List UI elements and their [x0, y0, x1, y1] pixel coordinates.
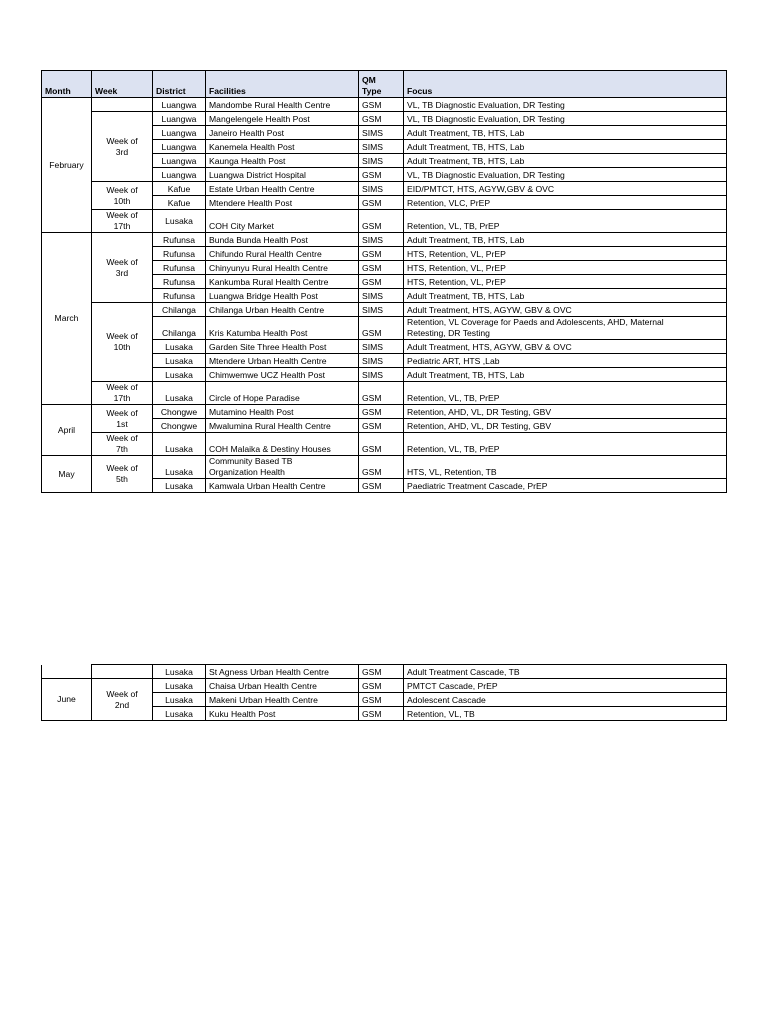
qm-type-cell: SIMS: [359, 182, 404, 196]
facility-cell: Estate Urban Health Centre: [206, 182, 359, 196]
focus-cell: Adult Treatment, HTS, AGYW, GBV & OVC: [404, 340, 727, 354]
focus-cell: [404, 317, 727, 340]
week-line1: Week of: [106, 433, 138, 443]
schedule-table-continued: [41, 664, 727, 721]
month-cell: May: [42, 456, 92, 493]
focus-cell: Adult Treatment, TB, HTS, Lab: [404, 154, 727, 168]
header-qm-type: [359, 71, 404, 98]
week-cell: [92, 382, 153, 405]
district-cell: Lusaka: [153, 354, 206, 368]
qm-type-cell: SIMS: [359, 233, 404, 247]
facility-cell: Kaunga Health Post: [206, 154, 359, 168]
district-cell: Rufunsa: [153, 289, 206, 303]
focus-cell: Paediatric Treatment Cascade, PrEP: [404, 479, 727, 493]
facility-cell: Makeni Urban Health Centre: [206, 693, 359, 707]
month-cell: April: [42, 405, 92, 456]
month-cell: [42, 665, 92, 679]
focus-cell: Retention, VLC, PrEP: [404, 196, 727, 210]
qm-type-cell: GSM: [359, 382, 404, 405]
table-row: [42, 112, 727, 126]
header-month: Month: [42, 71, 92, 98]
qm-type-cell: SIMS: [359, 340, 404, 354]
table-row: [42, 456, 727, 479]
qm-type-cell: SIMS: [359, 154, 404, 168]
focus-cell: VL, TB Diagnostic Evaluation, DR Testing: [404, 98, 727, 112]
focus-cell: HTS, Retention, VL, PrEP: [404, 247, 727, 261]
district-cell: Lusaka: [153, 479, 206, 493]
district-cell: Lusaka: [153, 382, 206, 405]
week-line1: Week of: [106, 407, 138, 418]
week-cell: [92, 456, 153, 493]
qm-type-cell: GSM: [359, 419, 404, 433]
focus-cell: Adult Treatment, TB, HTS, Lab: [404, 126, 727, 140]
facility-cell: Janeiro Health Post: [206, 126, 359, 140]
district-cell: Lusaka: [153, 679, 206, 693]
facility-cell: Garden Site Three Health Post: [206, 340, 359, 354]
week-line2: 10th: [113, 195, 131, 206]
qm-type-cell: GSM: [359, 210, 404, 233]
district-cell: Chongwe: [153, 405, 206, 419]
facility-line1: Community Based TB: [209, 456, 293, 466]
qm-type-cell: GSM: [359, 98, 404, 112]
district-cell: Lusaka: [153, 340, 206, 354]
header-row: [42, 71, 727, 98]
district-cell: Luangwa: [153, 140, 206, 154]
facility-cell: Circle of Hope Paradise: [206, 382, 359, 405]
district-cell: Lusaka: [153, 210, 206, 233]
facility-cell: Mtendere Urban Health Centre: [206, 354, 359, 368]
focus-cell: Adult Treatment, TB, HTS, Lab: [404, 140, 727, 154]
qm-type-cell: SIMS: [359, 126, 404, 140]
district-cell: Lusaka: [153, 433, 206, 456]
qm-type-cell: GSM: [359, 433, 404, 456]
facility-cell: Kamwala Urban Health Centre: [206, 479, 359, 493]
qm-type-cell: SIMS: [359, 303, 404, 317]
district-cell: Luangwa: [153, 98, 206, 112]
facility-cell: Chinyunyu Rural Health Centre: [206, 261, 359, 275]
qm-type-cell: GSM: [359, 275, 404, 289]
qm-type-cell: GSM: [359, 693, 404, 707]
table-row: [42, 405, 727, 419]
focus-cell: Retention, VL, TB, PrEP: [404, 210, 727, 233]
month-cell: June: [42, 679, 92, 721]
facility-cell: Kuku Health Post: [206, 707, 359, 721]
facility-cell: Kanemela Health Post: [206, 140, 359, 154]
focus-line1: Retention, VL Coverage for Paeds and Adolescents, AHD, Maternal: [407, 317, 664, 327]
week-cell: [92, 679, 153, 721]
facility-cell: COH City Market: [206, 210, 359, 233]
week-line1: Week of: [106, 331, 138, 341]
district-cell: Lusaka: [153, 456, 206, 479]
header-qm-line2: Type: [362, 86, 382, 96]
facility-cell: Mwalumina Rural Health Centre: [206, 419, 359, 433]
qm-type-cell: GSM: [359, 317, 404, 340]
facility-cell: COH Malaika & Destiny Houses: [206, 433, 359, 456]
week-cell: [92, 433, 153, 456]
focus-cell: Pediatric ART, HTS ,Lab: [404, 354, 727, 368]
week-line2: 1st: [116, 418, 128, 429]
week-cell: [92, 405, 153, 433]
table-row: [42, 679, 727, 693]
header-qm-line1: QM: [362, 75, 376, 85]
qm-type-cell: GSM: [359, 261, 404, 275]
district-cell: Lusaka: [153, 368, 206, 382]
week-line2: 2nd: [114, 699, 130, 710]
district-cell: Rufunsa: [153, 233, 206, 247]
header-week: Week: [92, 71, 153, 98]
facility-cell: Mandombe Rural Health Centre: [206, 98, 359, 112]
week-cell: [92, 98, 153, 112]
table-row: [42, 433, 727, 456]
week-line1: Week of: [106, 688, 138, 699]
focus-cell: HTS, Retention, VL, PrEP: [404, 261, 727, 275]
week-line1: Week of: [106, 382, 138, 392]
week-line1: Week of: [106, 184, 138, 195]
qm-type-cell: GSM: [359, 168, 404, 182]
focus-cell: Retention, VL, TB: [404, 707, 727, 721]
district-cell: Lusaka: [153, 665, 206, 679]
focus-cell: VL, TB Diagnostic Evaluation, DR Testing: [404, 112, 727, 126]
focus-cell: Retention, VL, TB, PrEP: [404, 382, 727, 405]
week-line2: 17th: [113, 221, 131, 231]
district-cell: Luangwa: [153, 168, 206, 182]
table-row: [42, 382, 727, 405]
week-line2: 3rd: [115, 267, 129, 278]
facility-cell: Kankumba Rural Health Centre: [206, 275, 359, 289]
facility-cell: Bunda Bunda Health Post: [206, 233, 359, 247]
district-cell: Luangwa: [153, 112, 206, 126]
qm-type-cell: GSM: [359, 112, 404, 126]
week-cell: [92, 112, 153, 182]
qm-type-cell: GSM: [359, 405, 404, 419]
district-cell: Chongwe: [153, 419, 206, 433]
schedule-table: [41, 70, 727, 493]
month-cell: March: [42, 233, 92, 405]
table-row: [42, 210, 727, 233]
qm-type-cell: GSM: [359, 196, 404, 210]
focus-cell: Adolescent Cascade: [404, 693, 727, 707]
focus-cell: PMTCT Cascade, PrEP: [404, 679, 727, 693]
qm-type-cell: GSM: [359, 707, 404, 721]
district-cell: Luangwa: [153, 154, 206, 168]
header-district: District: [153, 71, 206, 98]
facility-cell: Mtendere Health Post: [206, 196, 359, 210]
focus-cell: EID/PMTCT, HTS, AGYW,GBV & OVC: [404, 182, 727, 196]
week-line1: Week of: [106, 463, 138, 473]
header-focus: Focus: [404, 71, 727, 98]
week-line2: 7th: [116, 444, 128, 454]
qm-type-cell: GSM: [359, 665, 404, 679]
table-row: [42, 303, 727, 317]
qm-type-cell: SIMS: [359, 354, 404, 368]
focus-cell: Adult Treatment Cascade, TB: [404, 665, 727, 679]
district-cell: Chilanga: [153, 317, 206, 340]
qm-type-cell: SIMS: [359, 368, 404, 382]
facility-cell: Mangelengele Health Post: [206, 112, 359, 126]
district-cell: Rufunsa: [153, 261, 206, 275]
district-cell: Luangwa: [153, 126, 206, 140]
week-line2: 10th: [113, 342, 131, 352]
focus-cell: HTS, VL, Retention, TB: [404, 456, 727, 479]
district-cell: Lusaka: [153, 707, 206, 721]
qm-type-cell: GSM: [359, 247, 404, 261]
month-cell: February: [42, 98, 92, 233]
district-cell: Kafue: [153, 196, 206, 210]
facility-cell: Chimwemwe UCZ Health Post: [206, 368, 359, 382]
focus-cell: Adult Treatment, HTS, AGYW, GBV & OVC: [404, 303, 727, 317]
district-cell: Rufunsa: [153, 275, 206, 289]
qm-type-cell: GSM: [359, 456, 404, 479]
table-row: [42, 98, 727, 112]
week-line2: 17th: [113, 393, 131, 403]
header-facilities: Facilities: [206, 71, 359, 98]
focus-cell: Adult Treatment, TB, HTS, Lab: [404, 368, 727, 382]
facility-cell: Chifundo Rural Health Centre: [206, 247, 359, 261]
table-row: [42, 182, 727, 196]
focus-cell: Adult Treatment, TB, HTS, Lab: [404, 289, 727, 303]
facility-cell: Chaisa Urban Health Centre: [206, 679, 359, 693]
focus-cell: HTS, Retention, VL, PrEP: [404, 275, 727, 289]
facility-cell: [206, 456, 359, 479]
focus-cell: Retention, VL, TB, PrEP: [404, 433, 727, 456]
week-cell: [92, 233, 153, 303]
week-line2: 5th: [116, 474, 128, 484]
focus-line2: Retesting, DR Testing: [407, 328, 490, 338]
facility-cell: St Agness Urban Health Centre: [206, 665, 359, 679]
table-row: [42, 233, 727, 247]
focus-cell: Adult Treatment, TB, HTS, Lab: [404, 233, 727, 247]
focus-cell: Retention, AHD, VL, DR Testing, GBV: [404, 405, 727, 419]
qm-type-cell: SIMS: [359, 289, 404, 303]
district-cell: Chilanga: [153, 303, 206, 317]
week-line2: 3rd: [115, 146, 129, 157]
focus-cell: VL, TB Diagnostic Evaluation, DR Testing: [404, 168, 727, 182]
week-cell: [92, 303, 153, 382]
week-line1: Week of: [106, 135, 138, 146]
qm-type-cell: GSM: [359, 679, 404, 693]
week-line1: Week of: [106, 210, 138, 220]
facility-cell: Mutamino Health Post: [206, 405, 359, 419]
table-row: [42, 665, 727, 679]
week-line1: Week of: [106, 256, 138, 267]
district-cell: Lusaka: [153, 693, 206, 707]
district-cell: Kafue: [153, 182, 206, 196]
facility-cell: Luangwa Bridge Health Post: [206, 289, 359, 303]
qm-type-cell: SIMS: [359, 140, 404, 154]
facility-cell: Luangwa District Hospital: [206, 168, 359, 182]
facility-line2: Organization Health: [209, 467, 285, 477]
qm-type-cell: GSM: [359, 479, 404, 493]
week-cell: [92, 665, 153, 679]
week-cell: [92, 210, 153, 233]
district-cell: Rufunsa: [153, 247, 206, 261]
week-cell: [92, 182, 153, 210]
facility-cell: Chilanga Urban Health Centre: [206, 303, 359, 317]
facility-cell: Kris Katumba Health Post: [206, 317, 359, 340]
focus-cell: Retention, AHD, VL, DR Testing, GBV: [404, 419, 727, 433]
